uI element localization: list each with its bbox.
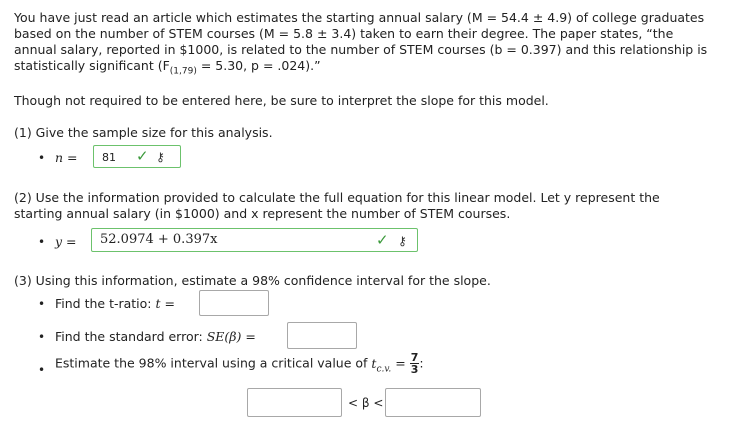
intro-line-1: You have just read an article which estimates the starting annual salary (M = 54.4 ± 4.9) of college graduates xyxy=(14,10,705,25)
interval-label: Estimate the 98% interval using a critical value of xyxy=(55,355,368,371)
se-var: SE(β) xyxy=(206,329,242,344)
intro-line-4-prefix: statistically significant (F xyxy=(14,58,170,73)
q3-bullet-se: • xyxy=(38,330,46,344)
q3-label: (3) Using this information, estimate a 98% confidence interval for the slope. xyxy=(14,273,491,288)
interval-between-text: < β < xyxy=(348,396,384,410)
q2-line-2: starting annual salary (in $1000) and x represent the number of STEM courses. xyxy=(14,206,511,221)
tratio-eq: = xyxy=(164,296,175,311)
tcv-colon: : xyxy=(419,355,424,371)
interval-label-group xyxy=(55,352,424,386)
tcv-eq: = xyxy=(395,355,406,371)
interval-lower-input[interactable] xyxy=(247,388,342,417)
intro-line-4 xyxy=(14,58,726,77)
tcv-denominator: 3 xyxy=(410,363,419,376)
intro-f-subscript: (1,79) xyxy=(169,66,197,77)
se-input[interactable] xyxy=(287,322,357,349)
interval-upper-input[interactable] xyxy=(385,388,481,417)
q2-prompt xyxy=(14,190,726,222)
q2-answer-box[interactable] xyxy=(91,228,418,252)
tratio-label-group xyxy=(55,296,175,312)
q3-bullet-interval: • xyxy=(38,363,46,377)
q1-answer-box[interactable] xyxy=(93,145,181,168)
tcv-var: $t_{c.v.}$ xyxy=(371,355,392,374)
key-icon[interactable]: ⚷ xyxy=(398,234,407,248)
interpretation-note: Though not required to be entered here, be sure to interpret the slope for this model. xyxy=(14,93,549,108)
se-label-group xyxy=(55,329,256,345)
tcv-numerator: 7 xyxy=(410,351,419,364)
tcv-fraction xyxy=(410,352,420,375)
q3-bullet-tratio: • xyxy=(38,297,46,311)
q2-bullet: • xyxy=(38,235,46,249)
intro-line-4-suffix: = 5.30, p = .024).” xyxy=(196,58,321,73)
intro-line-3: annual salary, reported in $1000, is related to the number of STEM courses (b = 0.397) and this relationship is xyxy=(14,42,708,57)
q1-answer-value: 81 xyxy=(102,151,116,164)
q1-label: (1) Give the sample size for this analysis. xyxy=(14,125,273,140)
intro-line-2: based on the number of STEM courses (M = 5.8 ± 3.4) taken to earn their degree. The paper states, “the xyxy=(14,26,674,41)
se-label: Find the standard error: xyxy=(55,329,203,344)
q2-answer-value: 52.0974 + 0.397x xyxy=(100,232,218,247)
tratio-var: t xyxy=(155,296,161,311)
tratio-label: Find the t-ratio: xyxy=(55,296,152,311)
check-icon: ✓ xyxy=(376,231,389,249)
check-icon: ✓ xyxy=(136,147,149,165)
q1-variable: n = xyxy=(55,150,78,165)
tratio-input[interactable] xyxy=(199,290,269,316)
q1-bullet: • xyxy=(38,151,46,165)
se-eq: = xyxy=(245,329,256,344)
q2-line-1: (2) Use the information provided to calculate the full equation for this linear model. Let y represent the xyxy=(14,190,660,205)
problem-statement xyxy=(14,10,726,77)
q2-variable: y = xyxy=(55,234,77,249)
key-icon[interactable]: ⚷ xyxy=(156,150,165,164)
